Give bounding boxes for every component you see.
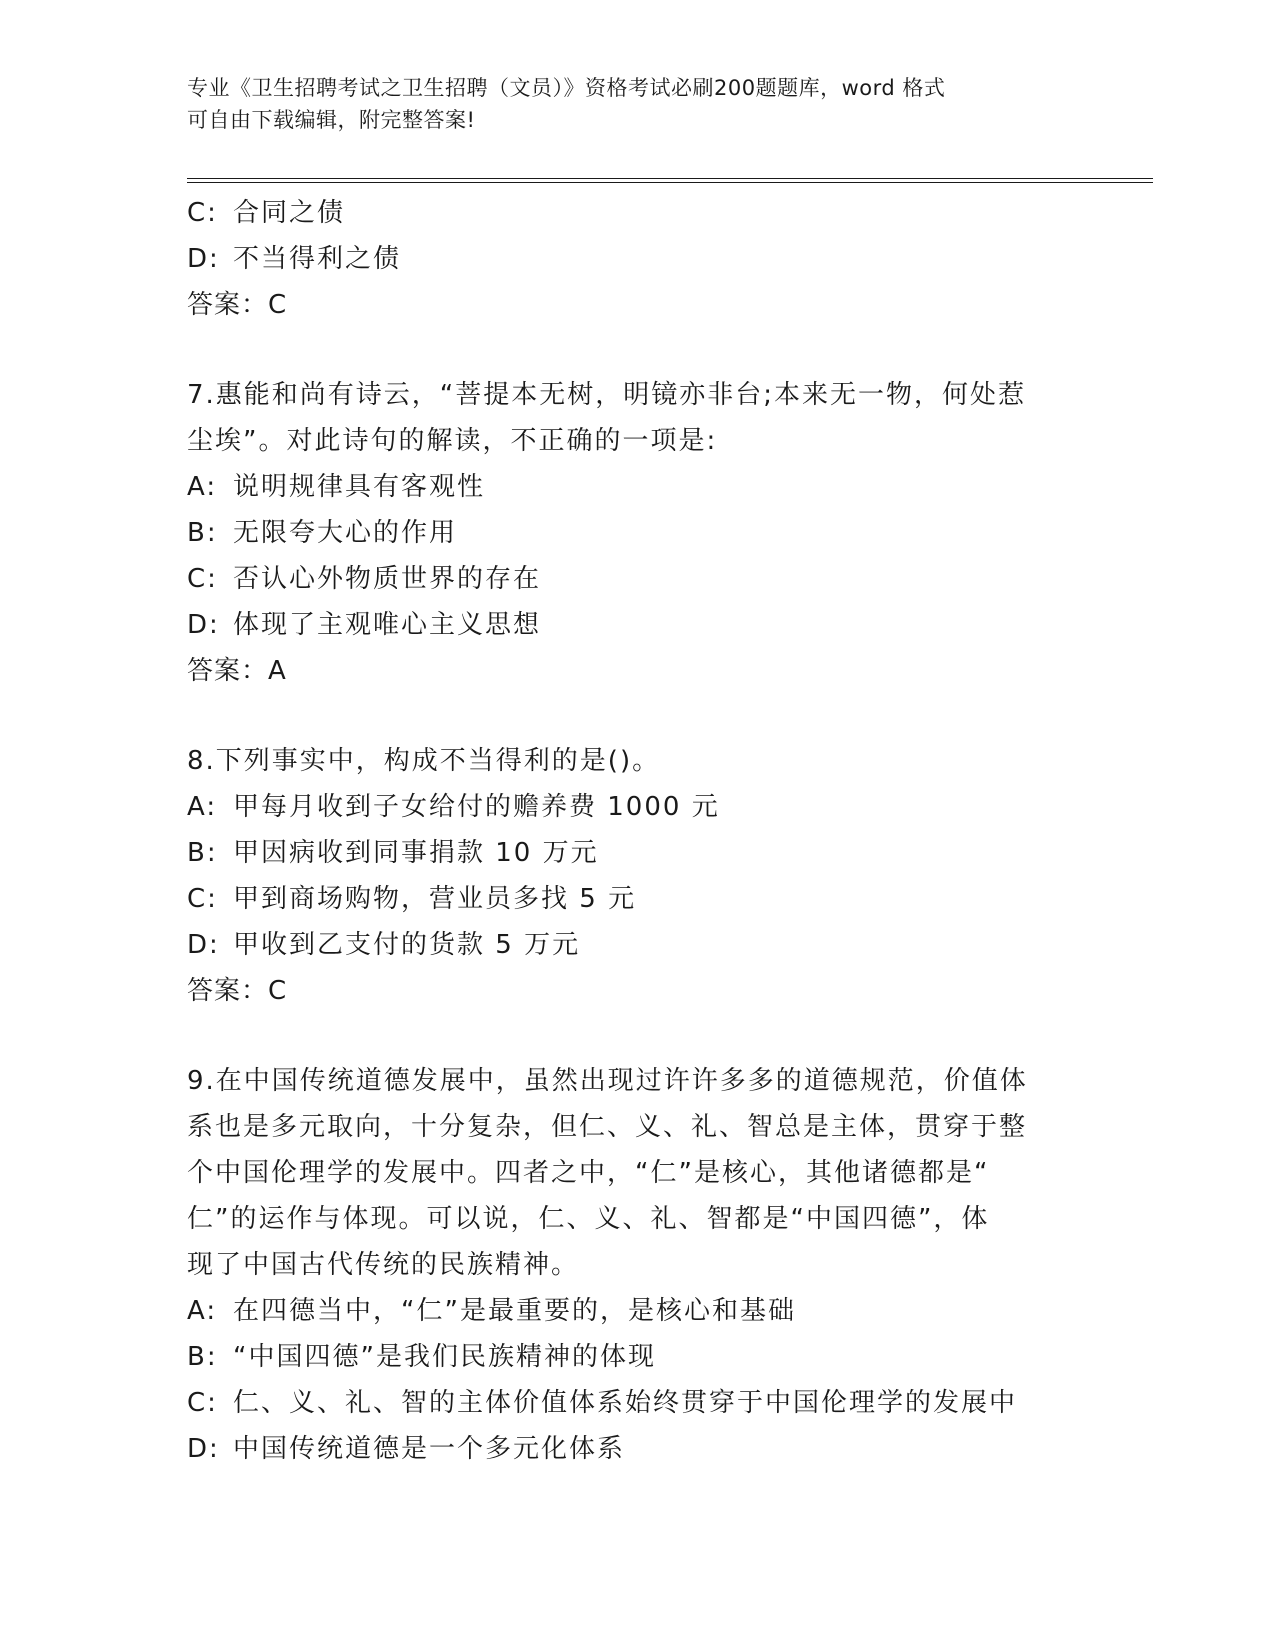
document-header [187, 72, 1067, 136]
option-b: B: 甲因病收到同事捐款 10 万元 [187, 838, 599, 868]
option-d: D: 中国传统道德是一个多元化体系 [187, 1434, 626, 1464]
question-stem-line: 9.在中国传统道德发展中，虽然出现过许许多多的道德规范，价值体 [187, 1066, 1028, 1096]
answer-line: 答案：C [187, 290, 288, 320]
question-8 [187, 738, 1087, 1014]
option-b: B: “中国四德”是我们民族精神的体现 [187, 1342, 656, 1372]
header-divider-bottom [187, 182, 1153, 183]
question-stem-line: 仁”的运作与体现。可以说，仁、义、礼、智都是“中国四德”，体 [187, 1204, 990, 1234]
header-title-line: 专业《卫生招聘考试之卫生招聘（文员）》资格考试必刷200题题库，word 格式 [187, 76, 946, 100]
question-stem-line: 尘埃”。对此诗句的解读，不正确的一项是: [187, 426, 718, 456]
option-a: A: 说明规律具有客观性 [187, 472, 486, 502]
answer-line: 答案：C [187, 976, 288, 1006]
option-c: C: 甲到商场购物，营业员多找 5 元 [187, 884, 637, 914]
option-a: A: 在四德当中，“仁”是最重要的，是核心和基础 [187, 1296, 796, 1326]
spacer [187, 328, 1087, 372]
answer-line: 答案：A [187, 656, 287, 686]
option-c: C: 仁、义、礼、智的主体价值体系始终贯穿于中国伦理学的发展中 [187, 1388, 1018, 1418]
question-stem-line: 7.惠能和尚有诗云，“菩提本无树，明镜亦非台;本来无一物，何处惹 [187, 380, 1027, 410]
option-c: C: 合同之债 [187, 198, 346, 228]
question-6-tail [187, 190, 1087, 328]
option-d: D: 不当得利之债 [187, 244, 402, 274]
question-stem-line: 系也是多元取向，十分复杂，但仁、义、礼、智总是主体，贯穿于整 [187, 1112, 1028, 1142]
question-stem-line: 个中国伦理学的发展中。四者之中，“仁”是核心，其他诸德都是“ [187, 1158, 990, 1188]
spacer [187, 1014, 1087, 1058]
option-d: D: 体现了主观唯心主义思想 [187, 610, 542, 640]
header-subtitle-line: 可自由下载编辑，附完整答案! [187, 108, 476, 132]
option-c: C: 否认心外物质世界的存在 [187, 564, 542, 594]
question-stem-line: 现了中国古代传统的民族精神。 [187, 1250, 580, 1280]
header-divider-top [187, 178, 1153, 179]
question-7 [187, 372, 1087, 694]
question-9 [187, 1058, 1087, 1472]
option-a: A: 甲每月收到子女给付的赡养费 1000 元 [187, 792, 720, 822]
option-b: B: 无限夸大心的作用 [187, 518, 458, 548]
spacer [187, 694, 1087, 738]
question-list [187, 190, 1087, 1472]
question-stem-line: 8.下列事实中，构成不当得利的是()。 [187, 746, 661, 776]
option-d: D: 甲收到乙支付的货款 5 万元 [187, 930, 581, 960]
